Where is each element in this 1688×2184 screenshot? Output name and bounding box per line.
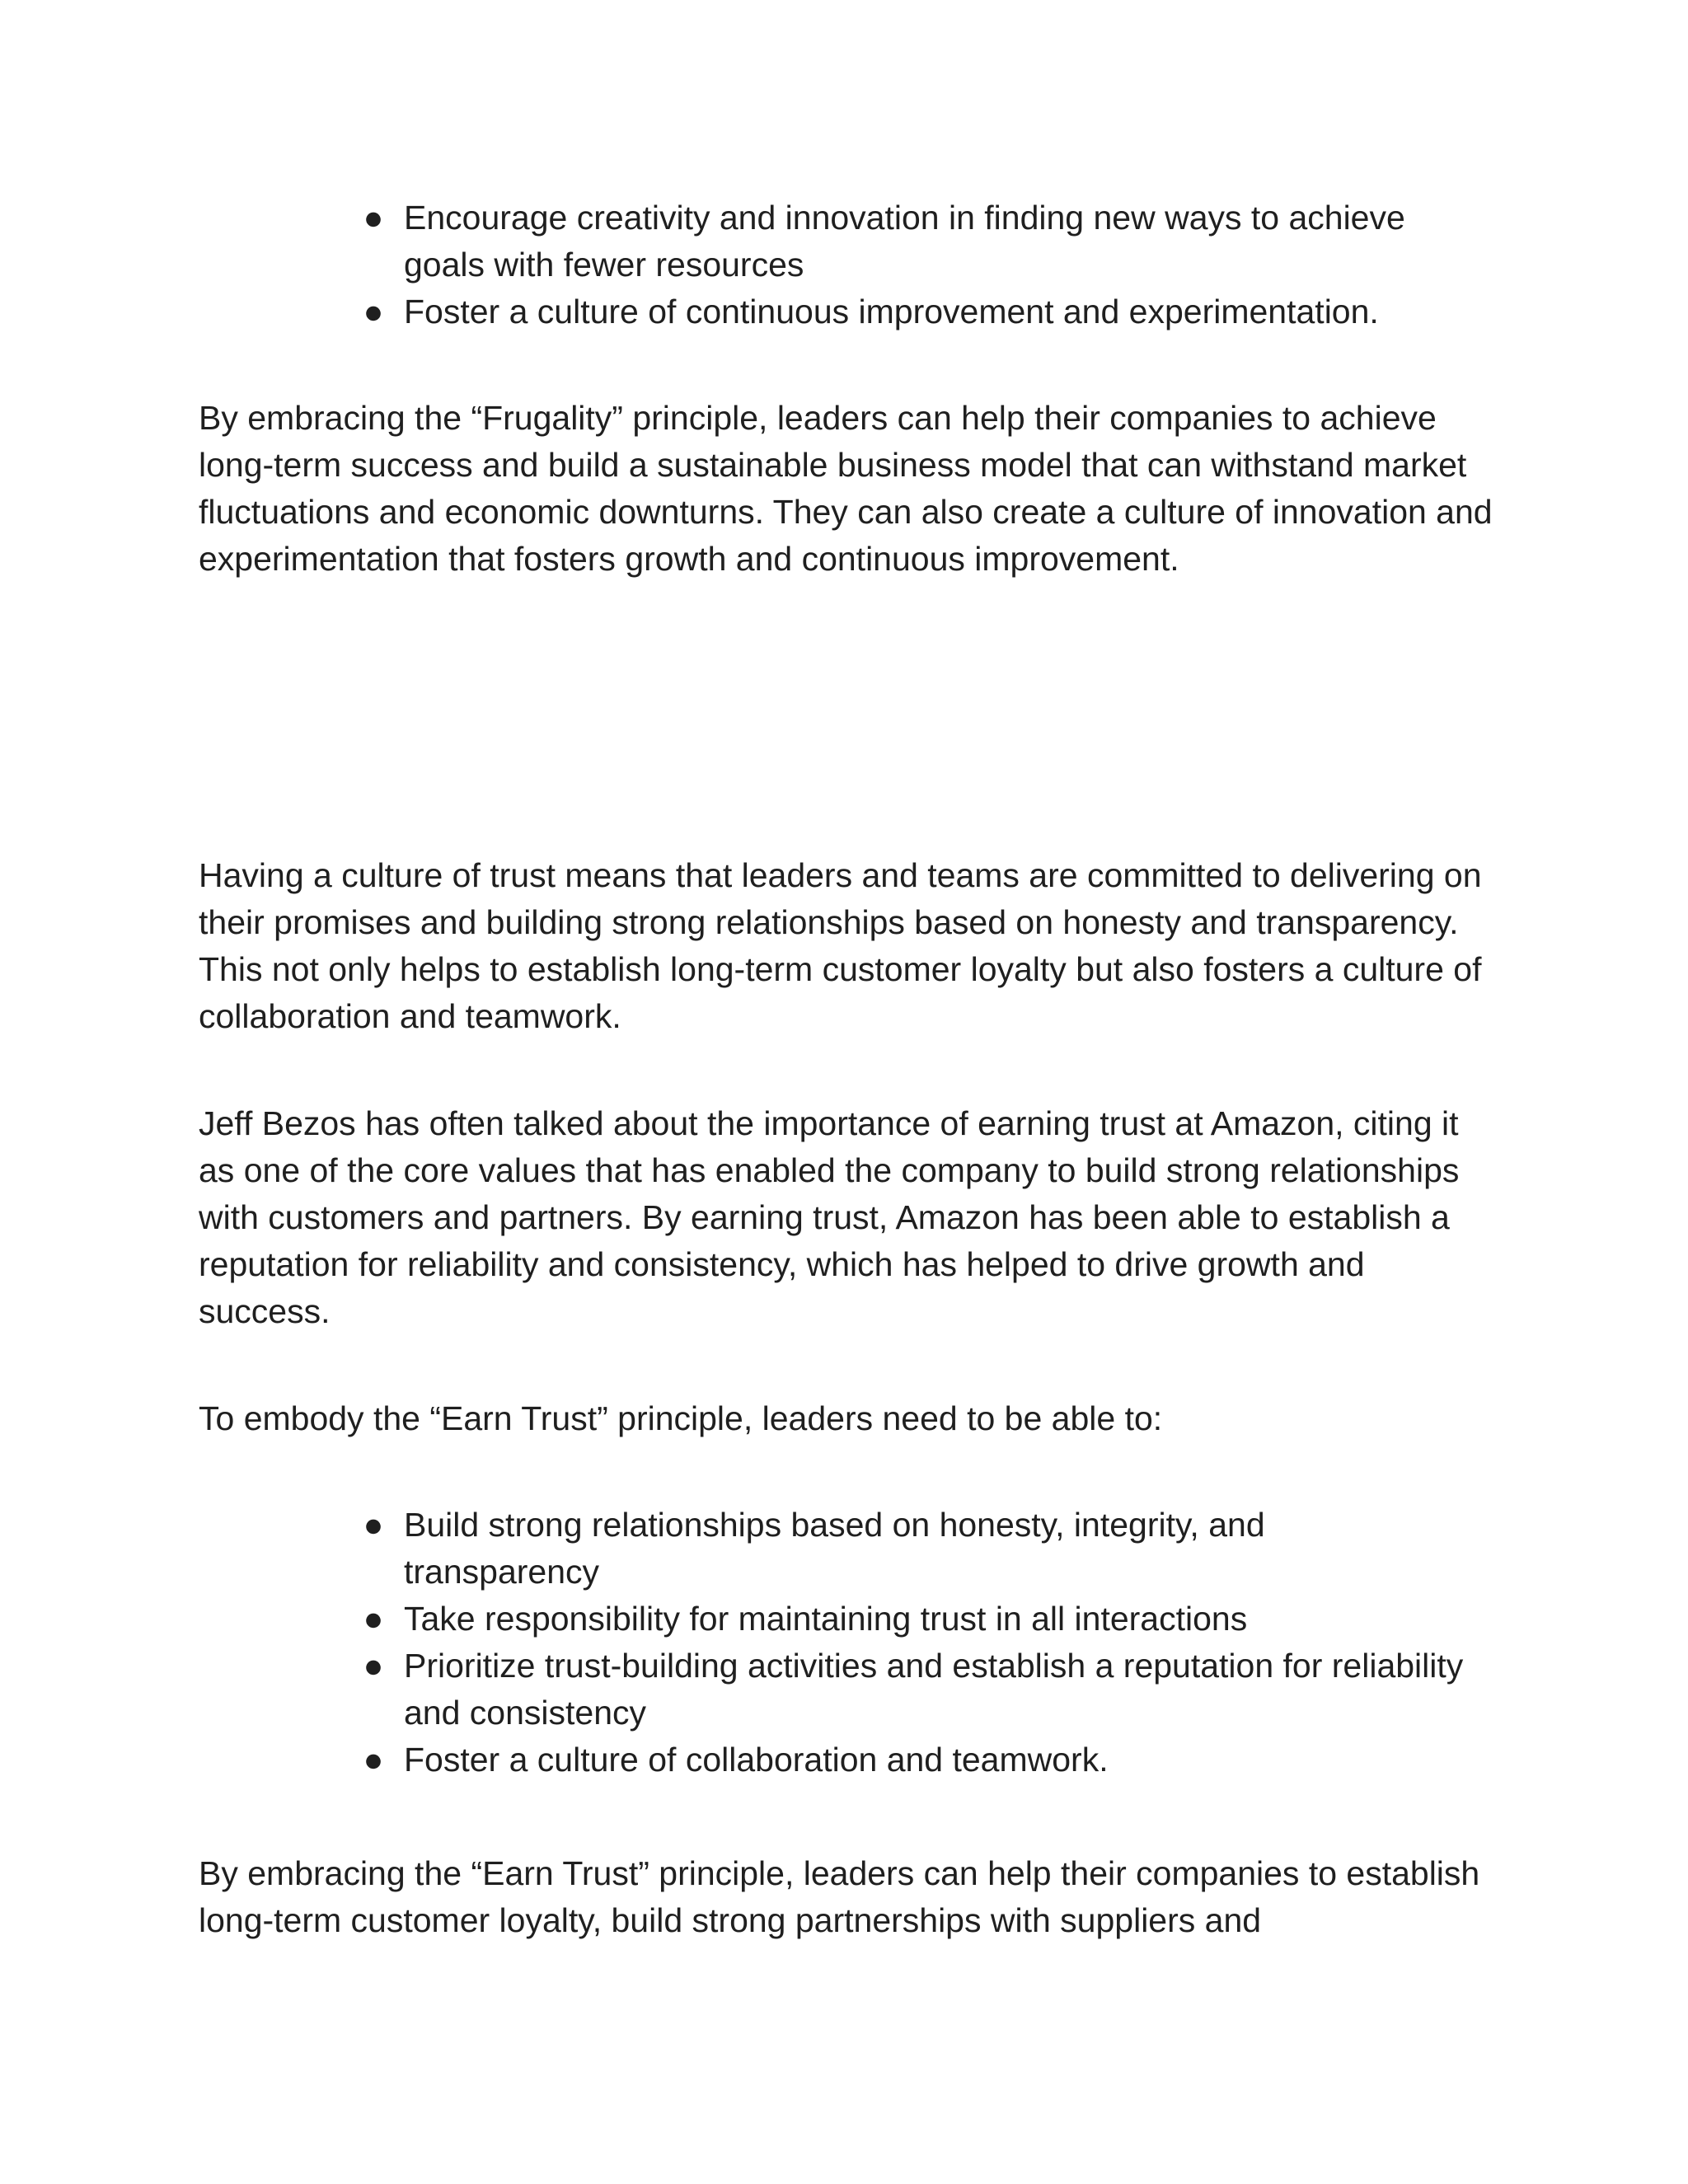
bullet-list-earn-trust	[0, 1502, 1504, 1783]
list-item-text: Foster a culture of continuous improvement and experimentation.	[404, 293, 1379, 330]
list-item-text: Encourage creativity and innovation in finding new ways to achieve goals with fewer resources	[404, 199, 1405, 284]
bullet-icon: ●	[363, 1741, 384, 1779]
list-item	[0, 1736, 1467, 1783]
list-item-text: Take responsibility for maintaining trust in all interactions	[404, 1600, 1248, 1638]
paragraph-embody-intro: To embody the “Earn Trust” principle, leaders need to be able to:	[199, 1399, 1163, 1437]
bullet-icon: ●	[363, 293, 384, 330]
list-item	[0, 1502, 1467, 1596]
list-item	[0, 1643, 1467, 1736]
paragraph-earn-trust-summary: By embracing the “Earn Trust” principle, leaders can help their companies to establish long-term customer loyalty, build strong partnerships with suppliers and	[199, 1854, 1480, 1939]
bullet-icon: ●	[363, 1647, 384, 1685]
list-item-text: Build strong relationships based on honesty, integrity, and transparency	[404, 1506, 1265, 1591]
list-item	[0, 288, 1467, 335]
list-item	[0, 1596, 1467, 1643]
bullet-icon: ●	[363, 199, 384, 237]
bullet-icon: ●	[363, 1506, 384, 1544]
list-item-text: Foster a culture of collaboration and teamwork.	[404, 1741, 1109, 1779]
paragraph-trust-culture: Having a culture of trust means that leaders and teams are committed to delivering on their promises and building strong relationships based on honesty and transparency. This not only helps to establish long-term customer loyalty but also fosters a culture of collaboration and teamwork.	[199, 856, 1482, 1035]
list-item	[0, 194, 1467, 288]
list-item-text: Prioritize trust-building activities and establish a reputation for reliability and consistency	[404, 1647, 1464, 1732]
bullet-icon: ●	[363, 1600, 384, 1638]
bullet-list-frugality	[0, 194, 1504, 335]
paragraph-frugality-summary: By embracing the “Frugality” principle, leaders can help their companies to achieve long-term success and build a sustainable business model that can withstand market fluctuations and economic downturns. They can also create a culture of innovation and experimentation that fosters growth and continuous improvement.	[199, 399, 1493, 578]
paragraph-bezos-trust: Jeff Bezos has often talked about the importance of earning trust at Amazon, citing it as one of the core values that has enabled the company to build strong relationships with customers and partners. By earning trust, Amazon has been able to establish a reputation for reliability and consistency, which has helped to drive growth and success.	[199, 1104, 1460, 1330]
